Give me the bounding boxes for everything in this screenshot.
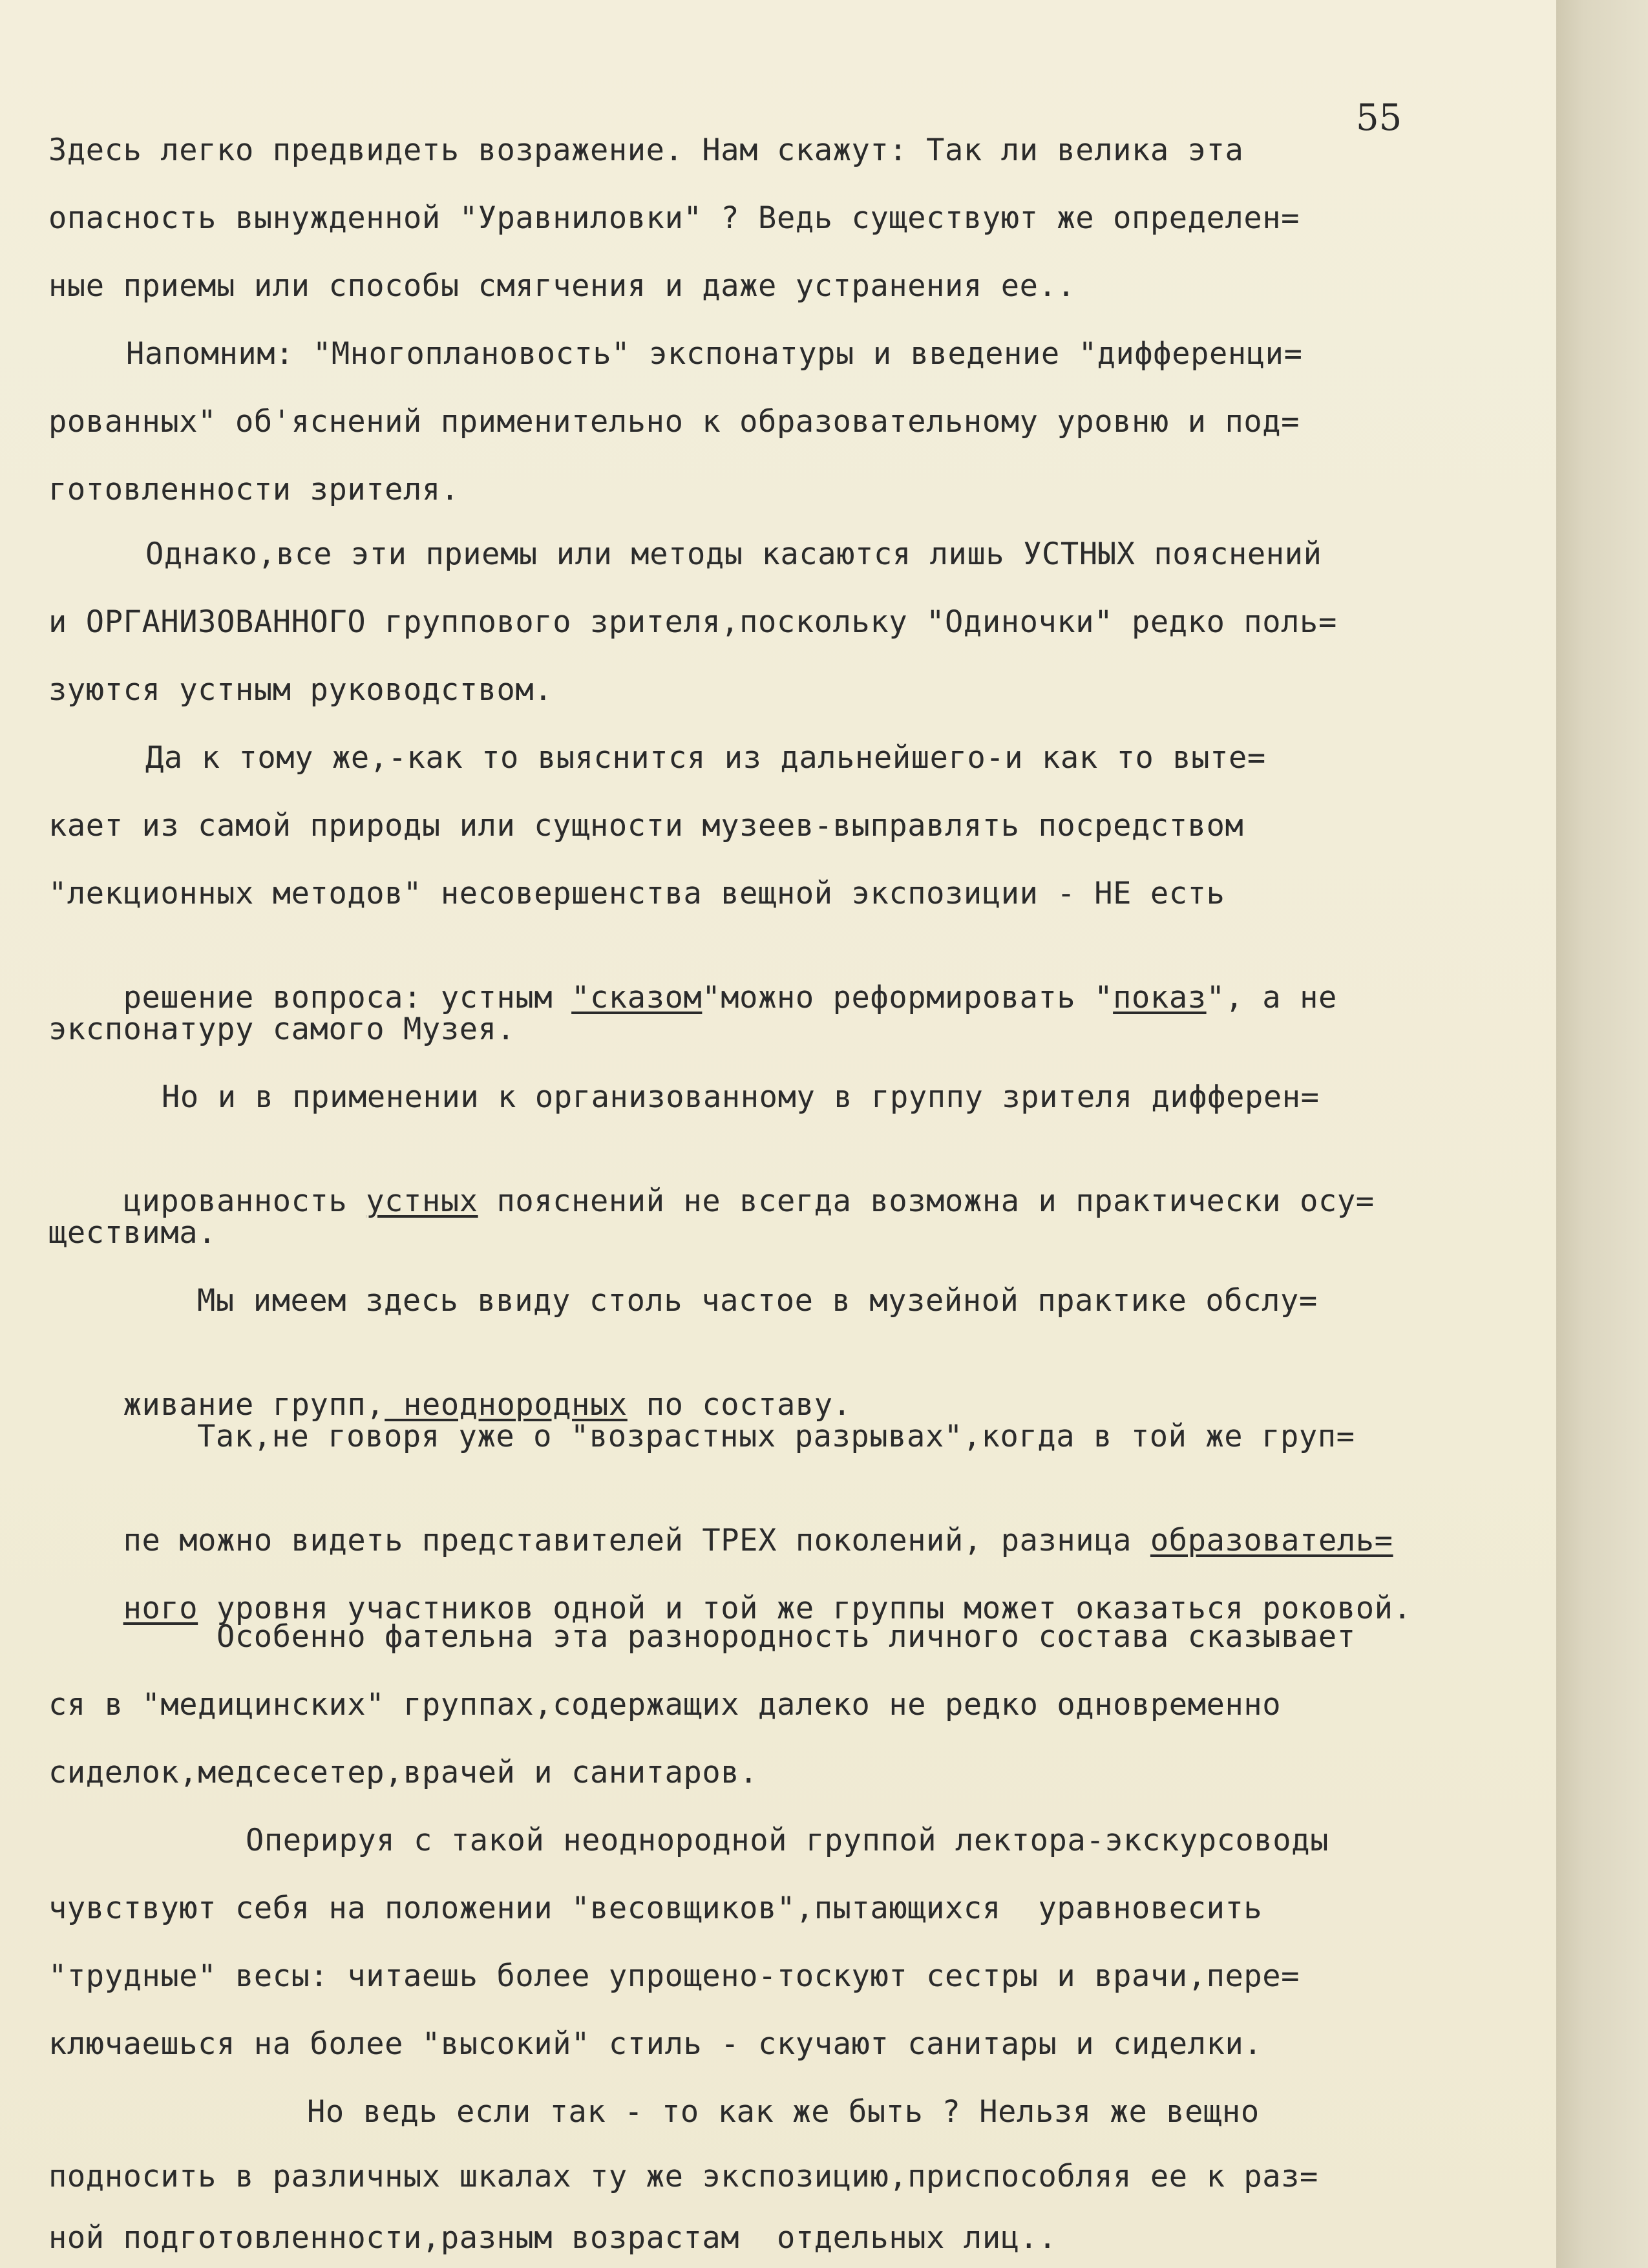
text-segment: живание групп, <box>123 1387 385 1423</box>
text-line: подносить в различных шкалах ту же экспозицию,приспособляя ее к раз= <box>48 2159 1318 2194</box>
text-line: Однако,все эти приемы или методы касаются лишь УСТНЫХ пояснений <box>145 536 1322 572</box>
underlined-word: ного <box>123 1591 198 1626</box>
text-line: "трудные" весы: читаешь более упрощено-тоскуют сестры и врачи,пере= <box>48 1958 1300 1994</box>
text-line: и ОРГАНИЗОВАННОГО группового зрителя,поскольку "Одиночки" редко поль= <box>48 604 1337 640</box>
text-line: Но и в применении к организованному в группу зрителя дифферен= <box>162 1079 1320 1115</box>
text-line: Здесь легко предвидеть возражение. Нам скажут: Так ли велика эта <box>48 132 1244 168</box>
text-segment: ", а не <box>1206 980 1337 1015</box>
text-line: чувствуют себя на положении "весовщиков",пытающихся уравновесить <box>48 1891 1263 1926</box>
text-segment: цированность <box>123 1183 366 1219</box>
text-line: ществима. <box>48 1215 217 1251</box>
text-line: готовленности зрителя. <box>48 472 460 507</box>
text-line: Так,не говоря уже о "возрастных разрывах",когда в той же груп= <box>197 1419 1355 1454</box>
text-line: ные приемы или способы смягчения и даже устранения ее.. <box>48 268 1076 304</box>
text-line: Но ведь если так - то как же быть ? Нельзя же вещно <box>307 2094 1260 2130</box>
text-line: зуются устным руководством. <box>48 672 553 708</box>
text-segment: пе можно видеть представителей ТРЕХ поколений, разница <box>123 1523 1150 1558</box>
text-line <box>48 1147 1375 1256</box>
text-segment: решение вопроса: устным <box>123 980 572 1015</box>
paper-edge <box>1556 0 1648 2268</box>
text-line: Особенно фательна эта разнородность личного состава сказывает <box>217 1619 1356 1655</box>
page-number: 55 <box>1356 97 1402 139</box>
text-line: ключаешься на более "высокий" стиль - скучают санитары и сиделки. <box>48 2026 1263 2062</box>
text-line: "лекционных методов" несовершенства вещной экспозиции - НЕ есть <box>48 876 1225 911</box>
underlined-word: неоднородных <box>385 1387 628 1423</box>
text-line: Да к тому же,-как то выяснится из дальнейшего-и как то выте= <box>145 740 1266 776</box>
text-line: Мы имеем здесь ввиду столь частое в музейной практике обслу= <box>197 1283 1318 1319</box>
text-line: Оперируя с такой неоднородной группой лектора-экскурсоводы <box>246 1823 1329 1858</box>
text-line: опасность вынужденной "Уравниловки" ? Ведь существуют же определен= <box>48 200 1300 236</box>
text-segment: уровня участников одной и той же группы может оказаться роковой. <box>198 1591 1412 1626</box>
underlined-word: показ <box>1113 980 1207 1015</box>
text-segment: пояснений не всегда возможна и практически осу= <box>478 1183 1375 1219</box>
underlined-word: устных <box>366 1183 478 1219</box>
underlined-word: образователь= <box>1150 1523 1393 1558</box>
underlined-word: "сказом <box>571 980 703 1015</box>
text-segment: "можно реформировать " <box>702 980 1114 1015</box>
text-line: рованных" об'яснений применительно к образовательному уровню и под= <box>48 404 1300 440</box>
text-line: кает из самой природы или сущности музеев-выправлять посредством <box>48 808 1244 843</box>
text-line: Напомним: "Многоплановость" экспонатуры и введение "дифференци= <box>126 336 1303 372</box>
text-segment: по составу. <box>627 1387 852 1423</box>
text-line: ся в "медицинских" группах,содержащих далеко не редко одновременно <box>48 1687 1282 1722</box>
text-line: сиделок,медсесетер,врачей и санитаров. <box>48 1755 759 1790</box>
text-line: ной подготовленности,разным возрастам отдельных лиц.. <box>48 2220 1057 2256</box>
text-line: экспонатуру самого Музея. <box>48 1012 516 1047</box>
